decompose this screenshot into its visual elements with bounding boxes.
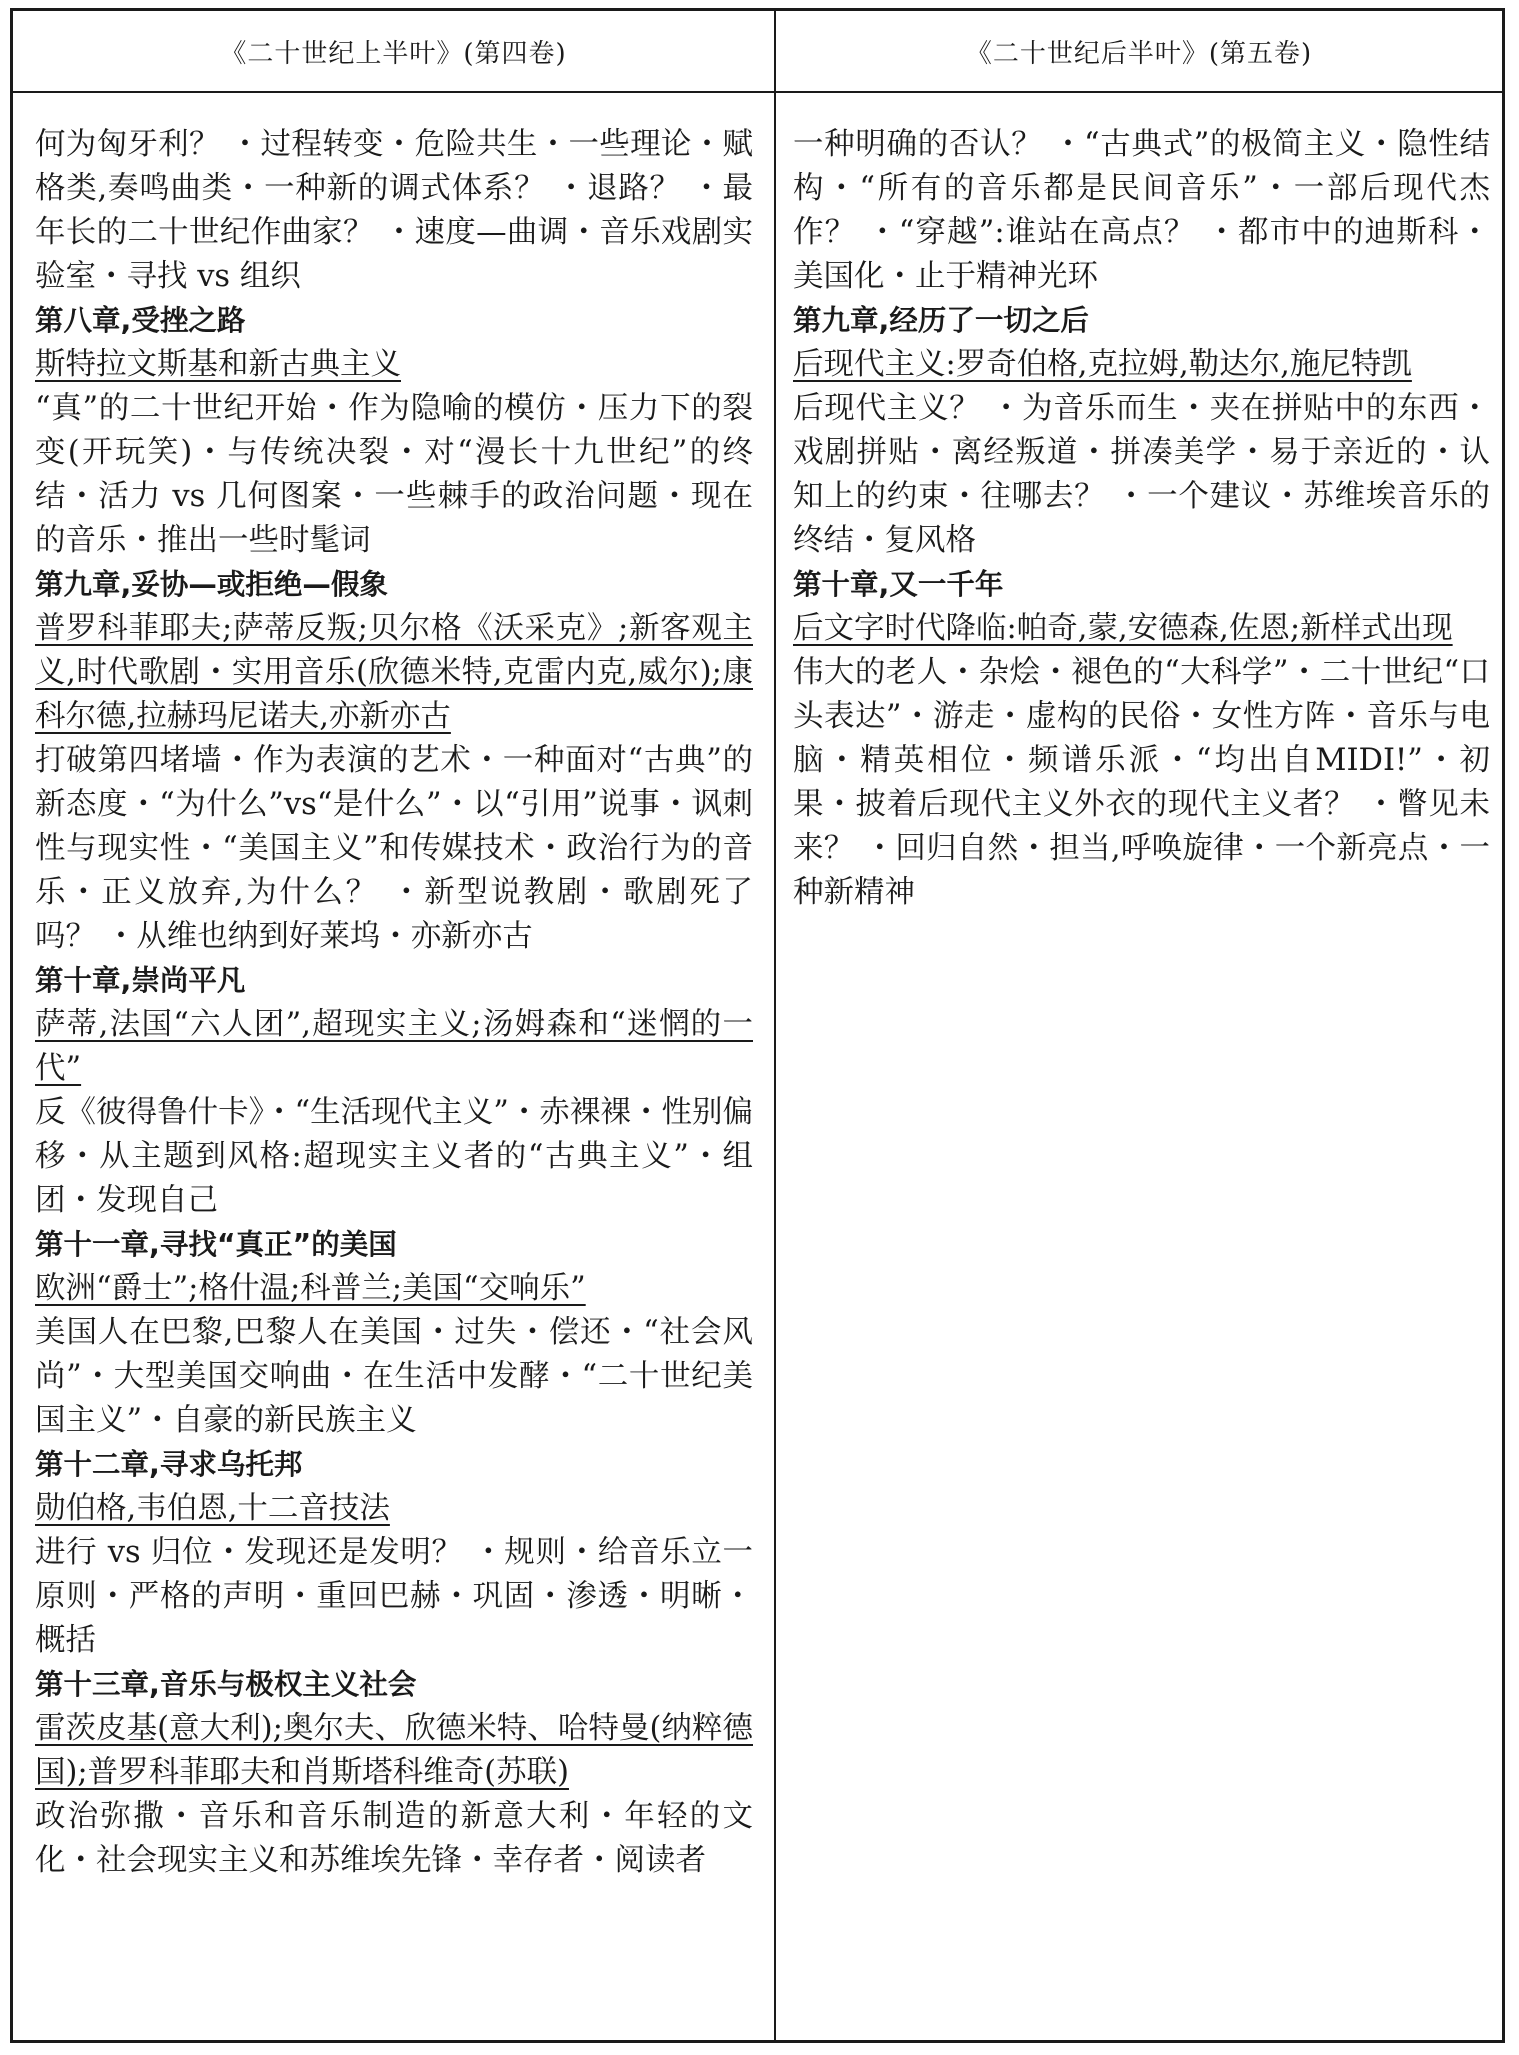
v5-chapter-9-subject <box>793 343 1490 387</box>
chapter-9-subject-text: 普罗科菲耶夫;萨蒂反叛;贝尔格《沃采克》;新客观主义,时代歌剧・实用音乐(欣德米特,克雷内克,威尔);康科尔德,拉赫玛尼诺夫,亦新亦古 <box>35 611 753 734</box>
volume-5-column <box>793 123 1490 915</box>
chapter-12-topics: 进行 vs 归位・发现还是发明？ ・规则・给音乐立一原则・严格的声明・重回巴赫・巩固・渗透・明晰・概括 <box>35 1535 753 1658</box>
chapter-8-subject-text: 斯特拉文斯基和新古典主义 <box>35 347 401 382</box>
comparison-table <box>10 8 1505 2043</box>
chapter-10-topics: 反《彼得鲁什卡》・“生活现代主义”・赤裸裸・性别偏移・从主题到风格:超现实主义者的“古典主义”・组团・发现自己 <box>35 1095 753 1218</box>
chapter-9-subject <box>35 607 753 739</box>
volume-4-column <box>35 123 753 1883</box>
chapter-11-subject-text: 欧洲“爵士”;格什温;科普兰;美国“交响乐” <box>35 1271 586 1306</box>
chapter-8-title: 第八章,受挫之路 <box>35 304 246 337</box>
v5-chapter-10-subject <box>793 607 1490 651</box>
chapter-11-title: 第十一章,寻找“真正”的美国 <box>35 1228 397 1261</box>
chapter-13-title: 第十三章,音乐与极权主义社会 <box>35 1668 417 1701</box>
chapter-11-subject <box>35 1267 753 1311</box>
header-volume-4: 《二十世纪上半叶》(第四卷) <box>220 38 567 69</box>
v5-chapter-10-topics: 伟大的老人・杂烩・褪色的“大科学”・二十世纪“口头表达”・游走・虚构的民俗・女性方阵・音乐与电脑・精英相位・频谱乐派・“均出自MIDI!”・初果・披着后现代主义外衣的现代主义者？ ・瞥见未来？ ・回归自然・担当,呼唤旋律・一个新亮点・一种新精神 <box>793 655 1490 910</box>
chapter-13-subject <box>35 1707 753 1795</box>
v5-chapter-10-title: 第十章,又一千年 <box>793 568 1004 601</box>
chapter-12-subject <box>35 1487 753 1531</box>
chapter-12-title: 第十二章,寻求乌托邦 <box>35 1448 303 1481</box>
chapter-10-title: 第十章,崇尚平凡 <box>35 964 246 997</box>
v5-chapter-9-topics: 后现代主义？ ・为音乐而生・夹在拼贴中的东西・戏剧拼贴・离经叛道・拼凑美学・易于亲近的・认知上的约束・往哪去？ ・一个建议・苏维埃音乐的终结・复风格 <box>793 391 1490 558</box>
chapter-12-subject-text: 勋伯格,韦伯恩,十二音技法 <box>35 1491 390 1526</box>
v5-chapter-9-title: 第九章,经历了一切之后 <box>793 304 1089 337</box>
volume-5-intro-topics: 一种明确的否认？ ・“古典式”的极简主义・隐性结构・“所有的音乐都是民间音乐”・一部后现代杰作？ ・“穿越”:谁站在高点？ ・都市中的迪斯科・美国化・止于精神光环 <box>793 127 1490 294</box>
chapter-8-topics: “真”的二十世纪开始・作为隐喻的模仿・压力下的裂变(开玩笑)・与传统决裂・对“漫长十九世纪”的终结・活力 vs 几何图案・一些棘手的政治问题・现在的音乐・推出一些时髦词 <box>35 391 753 558</box>
column-divider <box>774 11 776 2040</box>
v5-chapter-10-subject-text: 后文字时代降临:帕奇,蒙,安德森,佐恩;新样式出现 <box>793 611 1453 646</box>
volume-4-intro-topics: 何为匈牙利？ ・过程转变・危险共生・一些理论・赋格类,奏鸣曲类・一种新的调式体系？ ・退路？ ・最年长的二十世纪作曲家？ ・速度—曲调・音乐戏剧实验室・寻找 vs 组织 <box>35 127 753 294</box>
chapter-10-subject <box>35 1003 753 1091</box>
chapter-9-topics: 打破第四堵墙・作为表演的艺术・一种面对“古典”的新态度・“为什么”vs“是什么”・以“引用”说事・讽刺性与现实性・“美国主义”和传媒技术・政治行为的音乐・正义放弃,为什么？ ・新型说教剧・歌剧死了吗？ ・从维也纳到好莱坞・亦新亦古 <box>35 743 753 954</box>
chapter-11-topics: 美国人在巴黎,巴黎人在美国・过失・偿还・“社会风尚”・大型美国交响曲・在生活中发酵・“二十世纪美国主义”・自豪的新民族主义 <box>35 1315 753 1438</box>
table-header-row <box>13 11 1502 93</box>
chapter-13-topics: 政治弥撒・音乐和音乐制造的新意大利・年轻的文化・社会现实主义和苏维埃先锋・幸存者・阅读者 <box>35 1799 753 1878</box>
chapter-10-subject-text: 萨蒂,法国“六人团”,超现实主义;汤姆森和“迷惘的一代” <box>35 1007 753 1086</box>
chapter-9-title: 第九章,妥协—或拒绝—假象 <box>35 568 388 601</box>
chapter-13-subject-text: 雷茨皮基(意大利);奥尔夫、欣德米特、哈特曼(纳粹德国);普罗科菲耶夫和肖斯塔科维奇(苏联) <box>35 1711 753 1790</box>
header-volume-5: 《二十世纪后半叶》(第五卷) <box>965 38 1313 69</box>
chapter-8-subject <box>35 343 753 387</box>
v5-chapter-9-subject-text: 后现代主义:罗奇伯格,克拉姆,勒达尔,施尼特凯 <box>793 347 1412 382</box>
